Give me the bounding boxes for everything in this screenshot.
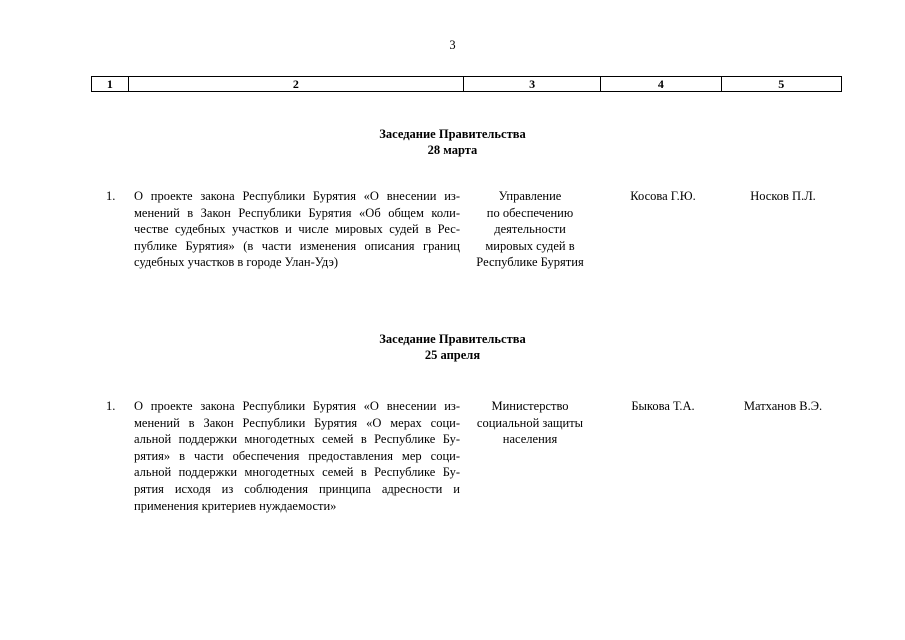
item-number: 1. (106, 399, 116, 413)
item-text-line: альной поддержки многодетных семей в Республике Бу- (134, 465, 460, 480)
department-line: населения (502, 432, 558, 447)
item-text-line: О проекте закона Республики Бурятия «О внесении из- (134, 399, 460, 413)
column-number-2: 2 (128, 77, 463, 92)
item-text-line: менений в Закон Республики Бурятия «Об общем коли- (134, 205, 460, 220)
page-number: 3 (449, 38, 456, 52)
item-text-line: честве судебных участков и числе мировых судей в Рес- (134, 222, 460, 237)
item-text-line: судебных участков в городе Улан-Удэ) (134, 255, 339, 270)
section-heading (0, 126, 905, 158)
section-heading (0, 331, 905, 363)
item-text-line: публике Бурятия» (в части изменения описания границ (134, 238, 460, 253)
column-number-3: 3 (463, 77, 600, 92)
item-description (134, 398, 460, 514)
item-coexecutor: Носков П.Л. (750, 189, 816, 203)
department-line: Министерство (491, 399, 569, 413)
item-responsible: Быкова Т.А. (631, 399, 695, 413)
department-line: деятельности (494, 222, 566, 237)
column-number-1: 1 (92, 77, 129, 92)
column-number-4: 4 (601, 77, 721, 92)
section-date: 25 апреля (424, 348, 481, 362)
department-line: Управление (498, 189, 562, 203)
section-date: 28 марта (427, 143, 478, 157)
item-description (134, 188, 460, 271)
item-text-line: рятия исходя из соблюдения принципа адресности и (134, 481, 460, 496)
section-title: Заседание Правительства (379, 127, 526, 141)
department-line: мировых судей в (485, 238, 575, 253)
item-coexecutor: Матханов В.Э. (743, 399, 823, 413)
item-number: 1. (106, 189, 116, 203)
department-line: Республике Бурятия (476, 255, 584, 270)
item-department (468, 188, 592, 271)
item-department (468, 398, 592, 448)
item-text-line: менений в Закон Республики Бурятия «О мерах соци- (134, 415, 460, 430)
item-text-line: О проекте закона Республики Бурятия «О внесении из- (134, 189, 460, 203)
department-line: по обеспечению (486, 205, 574, 220)
column-number-header (91, 76, 842, 92)
department-line: социальной защиты (476, 415, 584, 430)
item-text-line: рятия» в части обеспечения предоставления мер соци- (134, 448, 460, 463)
column-number-5: 5 (721, 77, 841, 92)
item-text-line: применения критериев нуждаемости» (134, 498, 337, 513)
item-responsible: Косова Г.Ю. (630, 189, 696, 203)
section-title: Заседание Правительства (379, 332, 526, 346)
item-text-line: альной поддержки многодетных семей в Республике Бу- (134, 432, 460, 447)
